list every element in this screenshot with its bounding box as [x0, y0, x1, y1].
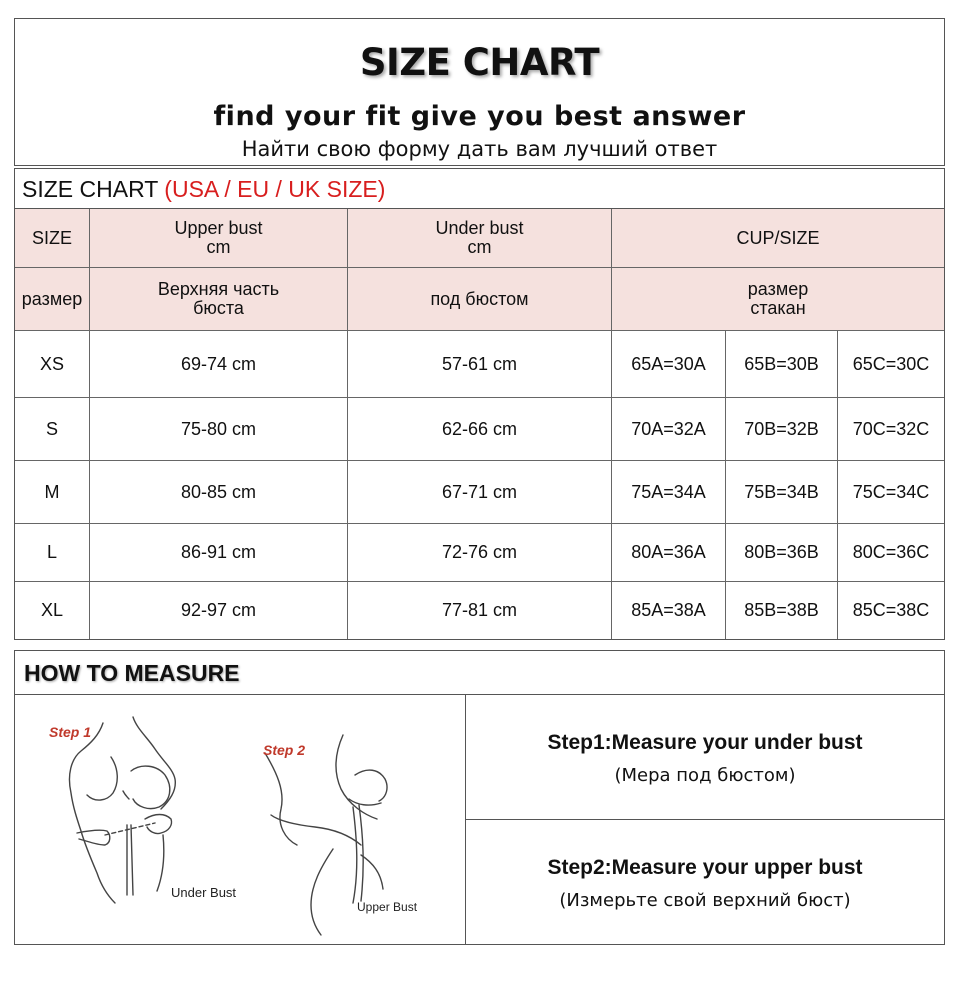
cell-cup-a: 85A=38A [612, 582, 726, 639]
measure-figures [15, 695, 466, 944]
how-to-measure-heading: HOW TO MEASURE [15, 651, 944, 695]
cell-cup-a: 70A=32A [612, 398, 726, 461]
cell-size: M [15, 461, 90, 524]
page-subtitle-ru: Найти свою форму дать вам лучший ответ [241, 137, 718, 161]
header-cup-size: CUP/SIZE [612, 209, 944, 268]
cell-under-bust: 67-71 cm [348, 461, 612, 524]
header-upper-bust-ru-line2: бюста [193, 298, 244, 318]
size-table [14, 168, 945, 640]
cell-upper-bust: 75-80 cm [90, 398, 348, 461]
cell-cup-a: 80A=36A [612, 524, 726, 582]
page-title: SIZE CHART [359, 41, 600, 84]
cell-cup-b: 70B=32B [726, 398, 838, 461]
cell-cup-b: 75B=34B [726, 461, 838, 524]
cell-size: XS [15, 331, 90, 398]
illus-step2-label: Step 2 [263, 742, 306, 758]
illus-upper-bust-label: Upper Bust [357, 900, 418, 914]
cell-upper-bust: 69-74 cm [90, 331, 348, 398]
cell-under-bust: 57-61 cm [348, 331, 612, 398]
header-cup-ru [612, 268, 944, 331]
step2-panel [466, 820, 944, 944]
header-panel [14, 18, 945, 166]
cell-cup-b: 80B=36B [726, 524, 838, 582]
header-upper-bust [90, 209, 348, 268]
header-upper-bust-unit: cm [206, 237, 231, 257]
measure-illustration [15, 695, 466, 944]
cell-under-bust: 72-76 cm [348, 524, 612, 582]
step1-subtitle: (Мера под бюстом) [614, 765, 796, 786]
size-table-heading-regions: (USA / EU / UK SIZE) [164, 176, 386, 202]
cell-size: XL [15, 582, 90, 639]
cell-cup-c: 80C=36C [838, 524, 944, 582]
illus-under-bust-label: Under Bust [171, 885, 237, 900]
header-cup-ru-line1: размер [747, 279, 809, 299]
cell-upper-bust: 92-97 cm [90, 582, 348, 639]
cell-cup-c: 70C=32C [838, 398, 944, 461]
header-cup-ru-line2: стакан [750, 298, 806, 318]
header-under-bust-ru: под бюстом [348, 268, 612, 331]
cell-under-bust: 62-66 cm [348, 398, 612, 461]
cell-cup-c: 65C=30C [838, 331, 944, 398]
cell-cup-c: 75C=34C [838, 461, 944, 524]
cell-cup-b: 65B=30B [726, 331, 838, 398]
cell-cup-b: 85B=38B [726, 582, 838, 639]
size-table-heading-prefix: SIZE CHART [22, 176, 165, 202]
size-table-heading [15, 169, 944, 209]
header-size: SIZE [15, 209, 90, 268]
cell-under-bust: 77-81 cm [348, 582, 612, 639]
cell-upper-bust: 86-91 cm [90, 524, 348, 582]
header-upper-bust-ru [90, 268, 348, 331]
cell-cup-a: 65A=30A [612, 331, 726, 398]
step1-title: Step1:Measure your under bust [547, 731, 863, 754]
header-under-bust-unit: cm [467, 237, 492, 257]
cell-upper-bust: 80-85 cm [90, 461, 348, 524]
header-under-bust-label: Under bust [435, 218, 524, 238]
cell-cup-c: 85C=38C [852, 600, 930, 620]
how-to-measure-panel [14, 650, 945, 945]
header-upper-bust-label: Upper bust [174, 218, 263, 238]
header-size-ru: размер [15, 268, 90, 331]
cell-size: S [15, 398, 90, 461]
page-subtitle: find your fit give you best answer [213, 101, 746, 132]
cell-cup-a: 75A=34A [612, 461, 726, 524]
step2-subtitle: (Измерьте свой верхний бюст) [559, 890, 851, 911]
illus-step1-label: Step 1 [49, 724, 92, 740]
header-upper-bust-ru-line1: Верхняя часть [157, 279, 280, 299]
header-under-bust [348, 209, 612, 268]
step1-panel [466, 695, 944, 820]
step2-title: Step2:Measure your upper bust [547, 856, 863, 879]
cell-size: L [15, 524, 90, 582]
